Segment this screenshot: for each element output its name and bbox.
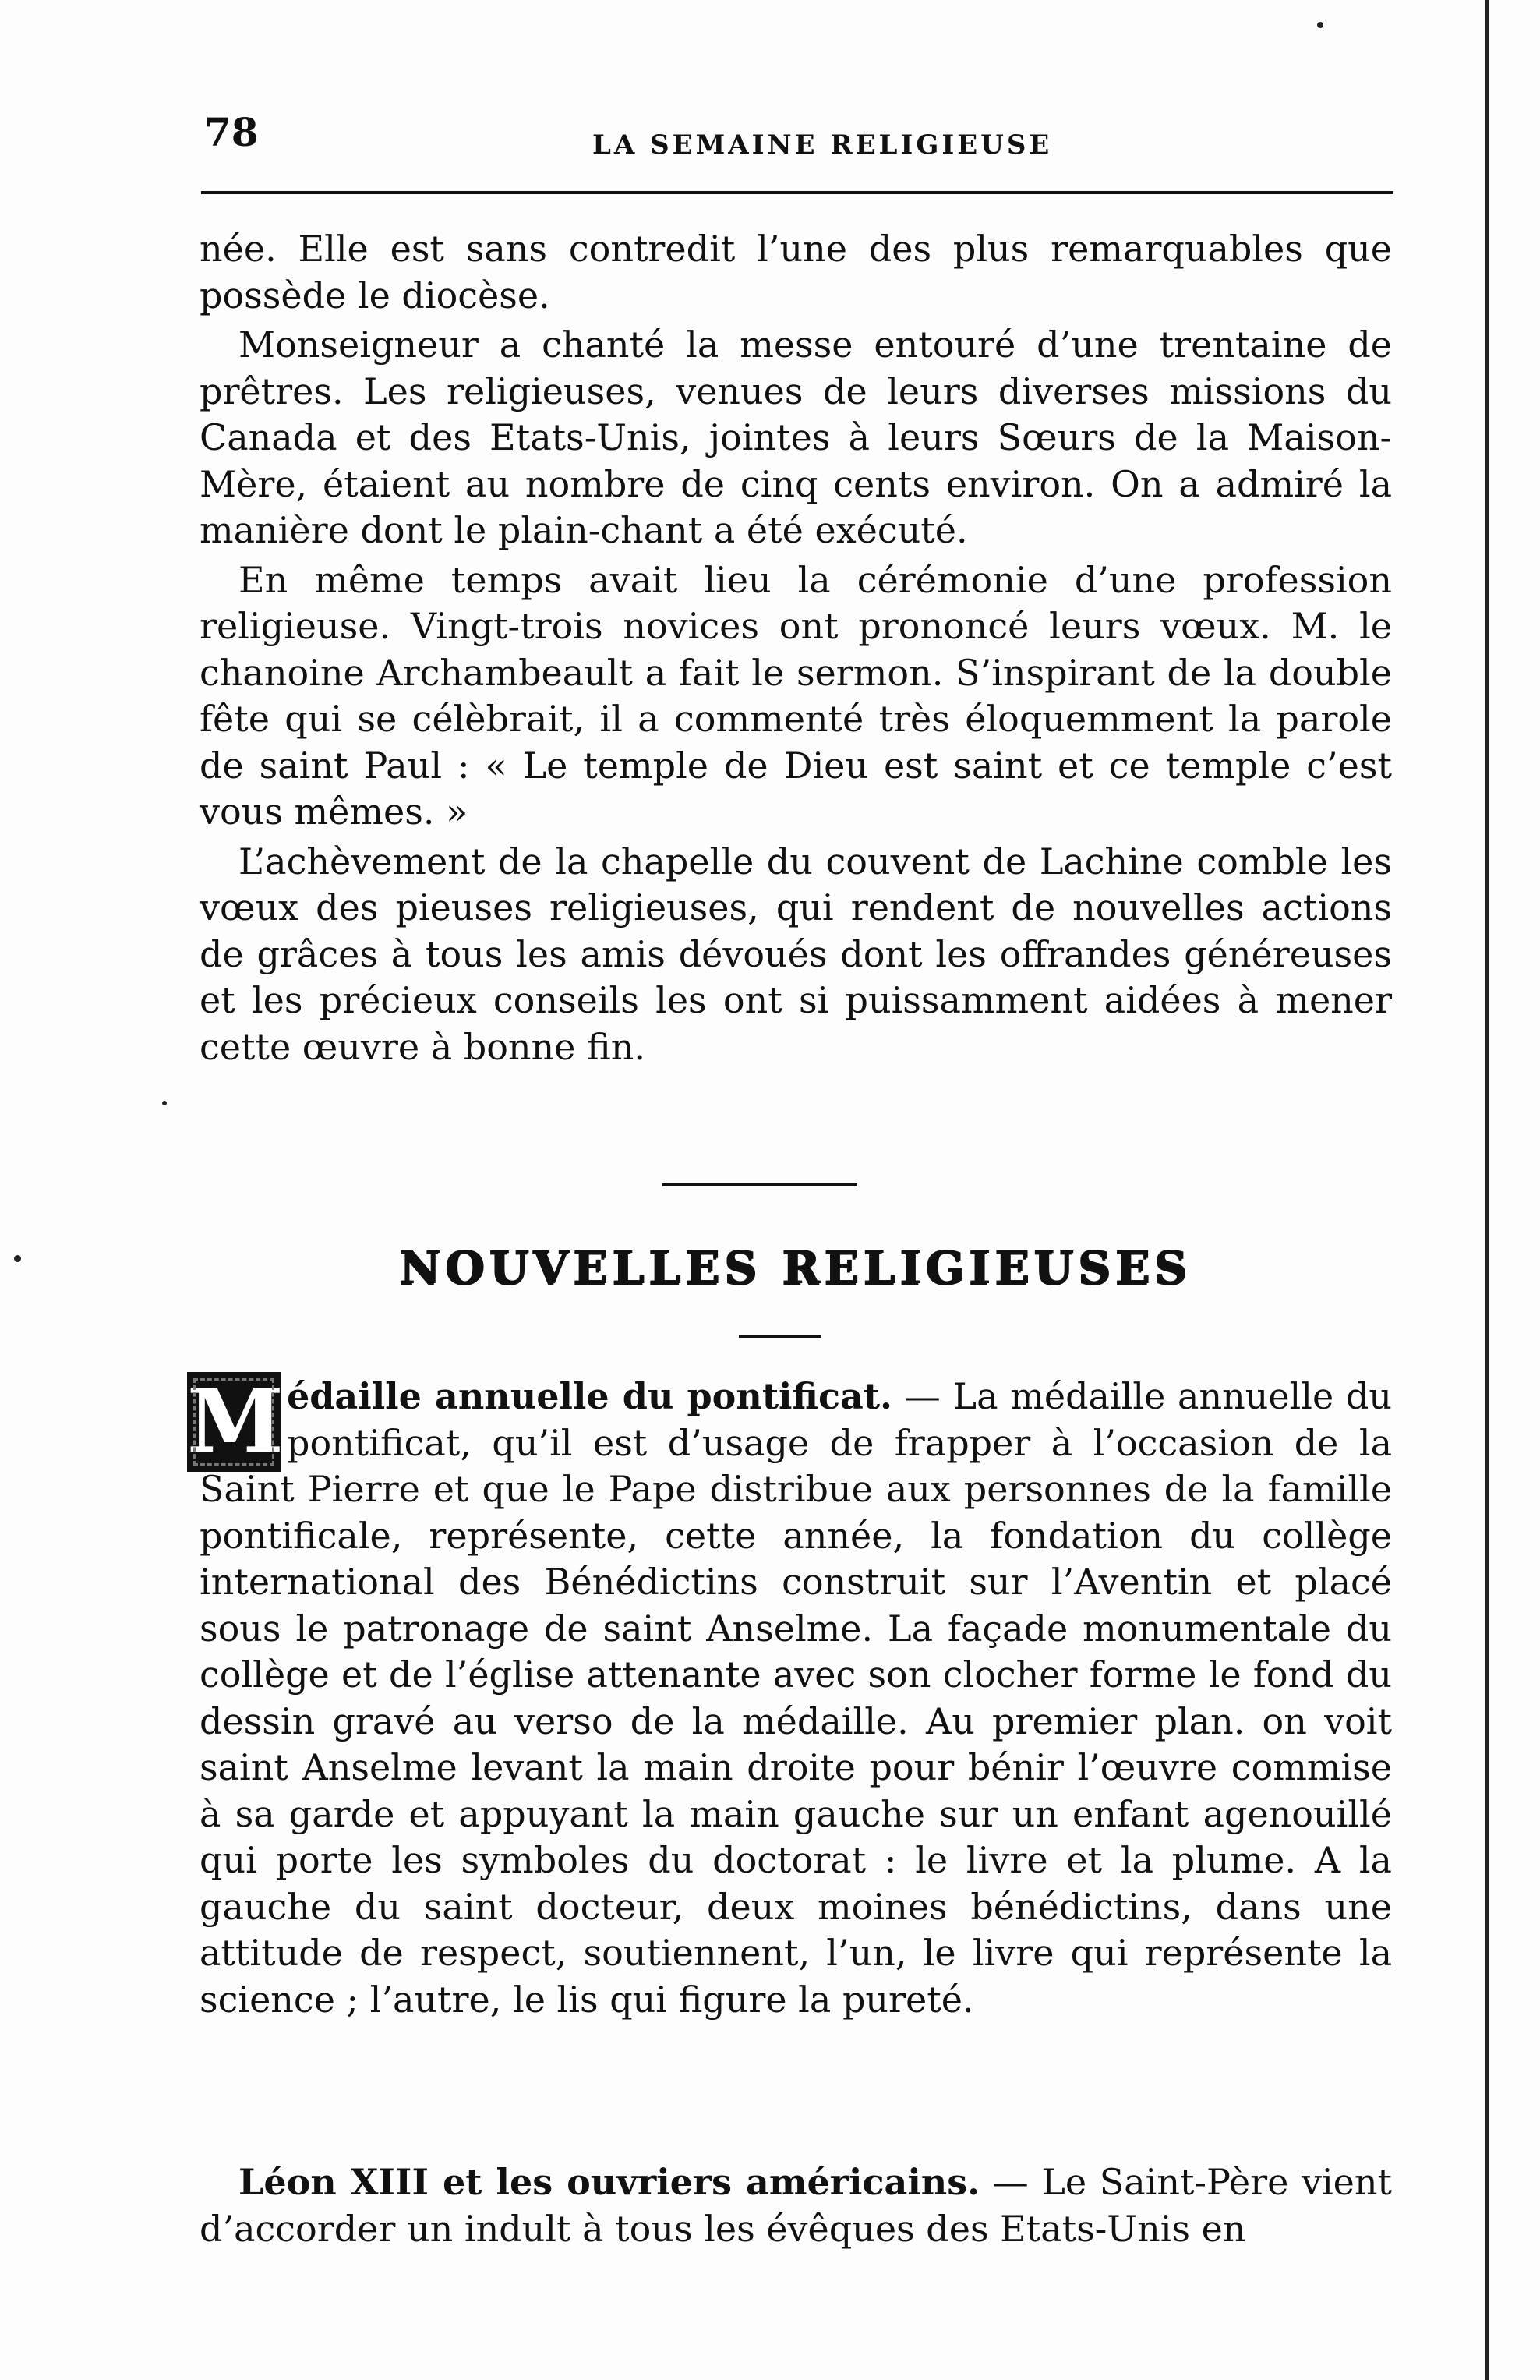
- paragraph: Monseigneur a chanté la messe entouré d’une trentaine de prêtres. Les religieuses, venues de leurs diverses missions du Canada et des Etats-Unis, jointes à leurs Sœurs de la Maison-Mère, étaient au nombre de cinq cents environ. On a admiré la manière dont le plain-chant a été exécuté.: [200, 324, 1392, 551]
- article-heading: Léon XIII et les ouvriers américains.: [238, 2161, 980, 2203]
- paragraph: née. Elle est sans contredit l’une des plus remarquables que possède le diocèse.: [200, 228, 1392, 317]
- ink-speck: [14, 1255, 21, 1262]
- em-dash: —: [892, 1375, 953, 1417]
- drop-cap: M: [187, 1370, 284, 1473]
- ink-speck: [1317, 22, 1323, 28]
- article-leon-xiii: [200, 2159, 1392, 2252]
- page-number: 78: [204, 109, 259, 155]
- article-paragraph: [200, 1374, 1392, 2023]
- page-edge: [1485, 0, 1489, 2380]
- section-title: NOUVELLES RELIGIEUSES: [398, 1241, 1192, 1294]
- separator-rule: [739, 1335, 821, 1338]
- em-dash: —: [980, 2161, 1042, 2203]
- paragraph: L’achèvement de la chapelle du couvent de Lachine comble les vœux des pieuses religieuses, qui rendent de nouvelles actions de grâces à tous les amis dévoués dont les offrandes généreuses et les précieux conseils les ont si puissamment aidées à mener cette œuvre à bonne fin.: [200, 840, 1392, 1068]
- article-medaille: [200, 1374, 1392, 2023]
- drop-cap-spacer: [200, 1374, 287, 1461]
- paragraph: En même temps avait lieu la cérémonie d’une profession religieuse. Vingt-trois novices ont prononcé leurs vœux. M. le chanoine Archambeault a fait le sermon. S’inspirant de la double fête qui se célèbrait, il a commenté très éloquemment la parole de saint Paul : « Le temple de Dieu est saint et ce temple c’est vous mêmes. »: [200, 558, 1392, 833]
- article-body: La médaille annuelle du pontificat, qu’il est d’usage de frapper à l’occasion de la Saint Pierre et que le Pape distribue aux personnes de la famille pontificale, représente, cette année, la fondation du collège international des Bénédictins construit sur l’Aventin et placé sous le patronage de saint Anselme. La façade monumentale du collège et de l’église attenante avec son clocher forme le fond du dessin gravé au verso de la médaille. Au premier plan. on voit saint Anselme levant la main droite pour bénir l’œuvre commise à sa garde et appuyant la main gauche sur un enfant agenouillé qui porte les symboles du doctorat : le livre et la plume. A la gauche du saint docteur, deux moines bénédictins, dans une attitude de respect, soutiennent, l’un, le livre qui représente la science ; l’autre, le lis qui figure la pureté.: [200, 1375, 1393, 2021]
- ink-speck: [162, 1101, 167, 1105]
- separator-rule: [662, 1183, 857, 1186]
- article-body: Le Saint-Père vient d’accorder un indult à tous les évêques des Etats-Unis en: [200, 2161, 1392, 2250]
- article-paragraph: [200, 2159, 1392, 2252]
- intro-text: [200, 226, 1392, 1070]
- header-rule: [201, 191, 1393, 194]
- article-heading: édaille annuelle du pontificat.: [287, 1375, 893, 1417]
- running-title: LA SEMAINE RELIGIEUSE: [592, 129, 1053, 161]
